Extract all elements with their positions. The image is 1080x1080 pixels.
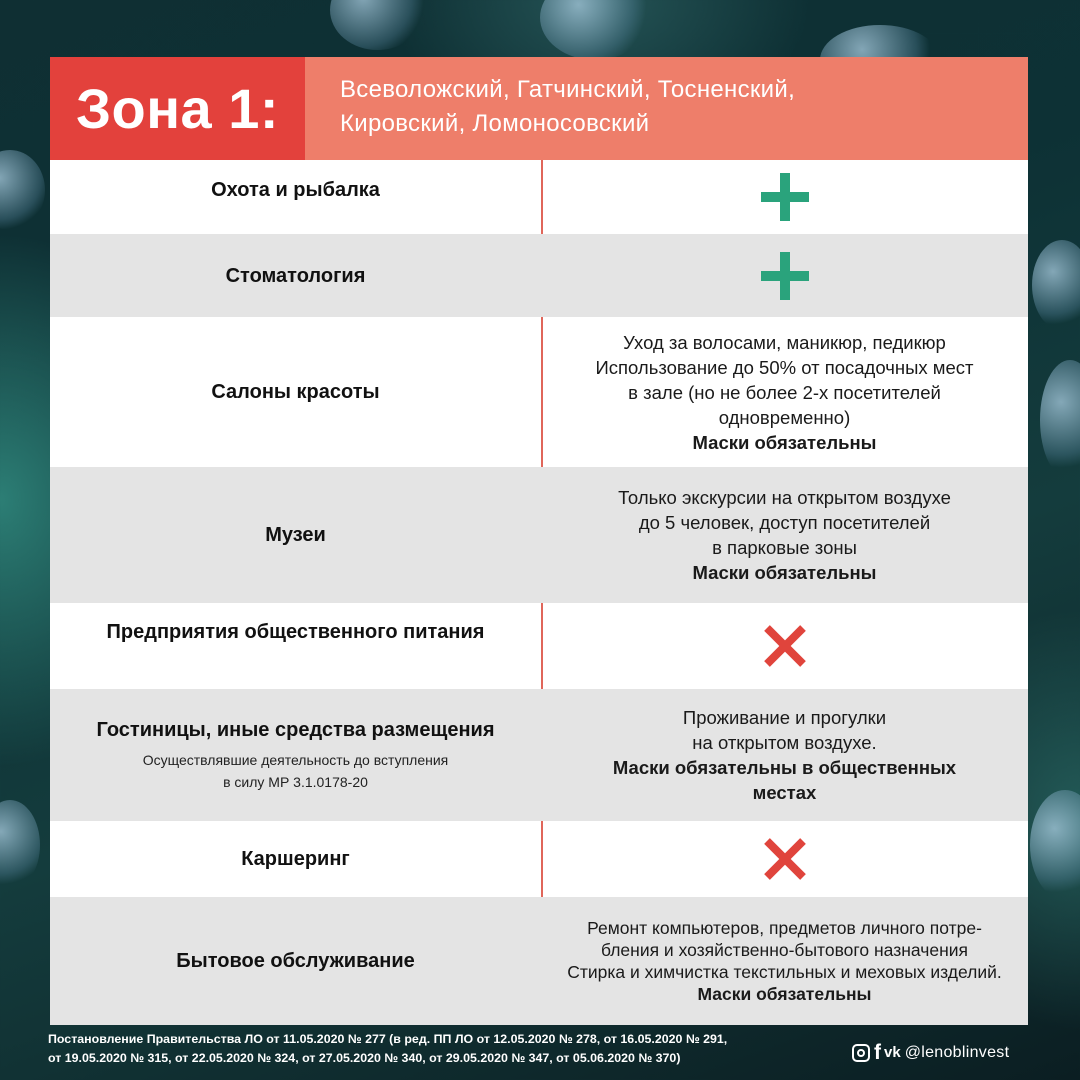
status-cell	[541, 603, 1028, 689]
footnote-line: от 19.05.2020 № 315, от 22.05.2020 № 324, от 27.05.2020 № 340, от 29.05.2020 № 347, от 05.06.2020 № 370)	[48, 1051, 681, 1065]
category-cell	[50, 897, 541, 1025]
category-cell	[50, 234, 541, 317]
details-line: в зале (но не более 2-х посетителей	[628, 381, 941, 403]
background-particle	[1030, 790, 1080, 900]
category-label: Гостиницы, иные средства размещения	[96, 719, 495, 741]
note-line: Осуществлявшие деятельность до вступления	[142, 752, 449, 768]
details-cell	[541, 467, 1028, 603]
status-cell	[541, 160, 1028, 234]
details-cell	[541, 689, 1028, 821]
category-cell	[50, 603, 541, 689]
facebook-icon[interactable]: f	[874, 1041, 881, 1064]
details-text	[613, 705, 956, 805]
details-line: на открытом воздухе.	[692, 732, 877, 753]
details-line: бления и хозяйственно-бытового назначения	[600, 940, 968, 960]
details-line: Уход за волосами, маникюр, педикюр	[623, 331, 946, 353]
details-line: Ремонт компьютеров, предметов личного потре-	[587, 918, 982, 938]
masks-required-label: Маски обязательны	[692, 562, 877, 583]
plus-icon	[758, 249, 812, 303]
category-cell	[50, 467, 541, 603]
masks-required-label: Маски обязательны	[697, 984, 872, 1004]
category-label: Бытовое обслуживание	[176, 950, 415, 972]
category-note	[143, 749, 449, 793]
category-cell	[50, 317, 541, 467]
table-row	[50, 603, 1028, 689]
category-cell	[50, 160, 541, 234]
category-label: Охота и рыбалка	[211, 179, 380, 201]
details-line: Только экскурсии на открытом воздухе	[618, 487, 951, 508]
details-text	[618, 485, 951, 585]
table-row	[50, 160, 1028, 234]
plus-icon	[758, 170, 812, 224]
details-cell	[541, 317, 1028, 467]
table-row	[50, 317, 1028, 467]
category-cell	[50, 689, 541, 821]
districts-line: Всеволожский, Гатчинский, Тосненский,	[340, 76, 796, 103]
category-label: Каршеринг	[241, 848, 350, 870]
footnote-line: Постановление Правительства ЛО от 11.05.2020 № 277 (в ред. ПП ЛО от 12.05.2020 № 278, от 16.05.2020 № 291,	[48, 1032, 728, 1046]
legal-footnote	[48, 1030, 838, 1068]
category-label: Стоматология	[225, 264, 366, 287]
masks-required-label: Маски обязательны в общественных	[612, 757, 957, 778]
zone-title: Зона 1:	[50, 57, 305, 160]
note-line: в силу МР 3.1.0178-20	[223, 774, 368, 790]
status-cell	[541, 234, 1028, 317]
details-line: Проживание и прогулки	[682, 707, 887, 728]
vk-icon[interactable]: vk	[884, 1044, 901, 1061]
social-links	[852, 1041, 1010, 1064]
details-line: в парковые зоны	[712, 537, 857, 558]
category-label: Салоны красоты	[211, 381, 380, 403]
instagram-icon[interactable]	[852, 1044, 870, 1062]
details-line: до 5 человек, доступ посетителей	[638, 512, 931, 533]
details-line: одновременно)	[718, 406, 851, 428]
table-row	[50, 897, 1028, 1025]
background-particle	[540, 0, 650, 60]
account-handle[interactable]: @lenoblinvest	[904, 1044, 1010, 1061]
background-particle	[330, 0, 425, 50]
table-row	[50, 689, 1028, 821]
table-row	[50, 821, 1028, 897]
table-row	[50, 467, 1028, 603]
masks-required-label: местах	[752, 782, 817, 803]
background-particle	[0, 800, 40, 890]
details-text	[595, 330, 973, 455]
status-cell	[541, 821, 1028, 897]
details-line: Использование до 50% от посадочных мест	[595, 356, 974, 378]
cross-icon	[761, 622, 809, 670]
districts-line: Кировский, Ломоносовский	[340, 110, 650, 137]
details-line: Стирка и химчистка текстильных и меховых изделий.	[567, 962, 1002, 982]
details-text	[567, 917, 1002, 1005]
category-cell	[50, 821, 541, 897]
category-label: Музеи	[265, 524, 326, 546]
background-particle	[1040, 360, 1080, 480]
zone-rules-table	[50, 57, 1028, 1025]
table-header	[50, 57, 1028, 160]
background-particle	[0, 150, 45, 230]
table-row	[50, 234, 1028, 317]
cross-icon	[761, 835, 809, 883]
zone-districts	[305, 57, 1028, 160]
masks-required-label: Маски обязательны	[692, 431, 877, 453]
category-label: Предприятия общественного питания	[106, 621, 485, 643]
background-particle	[1032, 240, 1080, 330]
details-cell	[541, 897, 1028, 1025]
